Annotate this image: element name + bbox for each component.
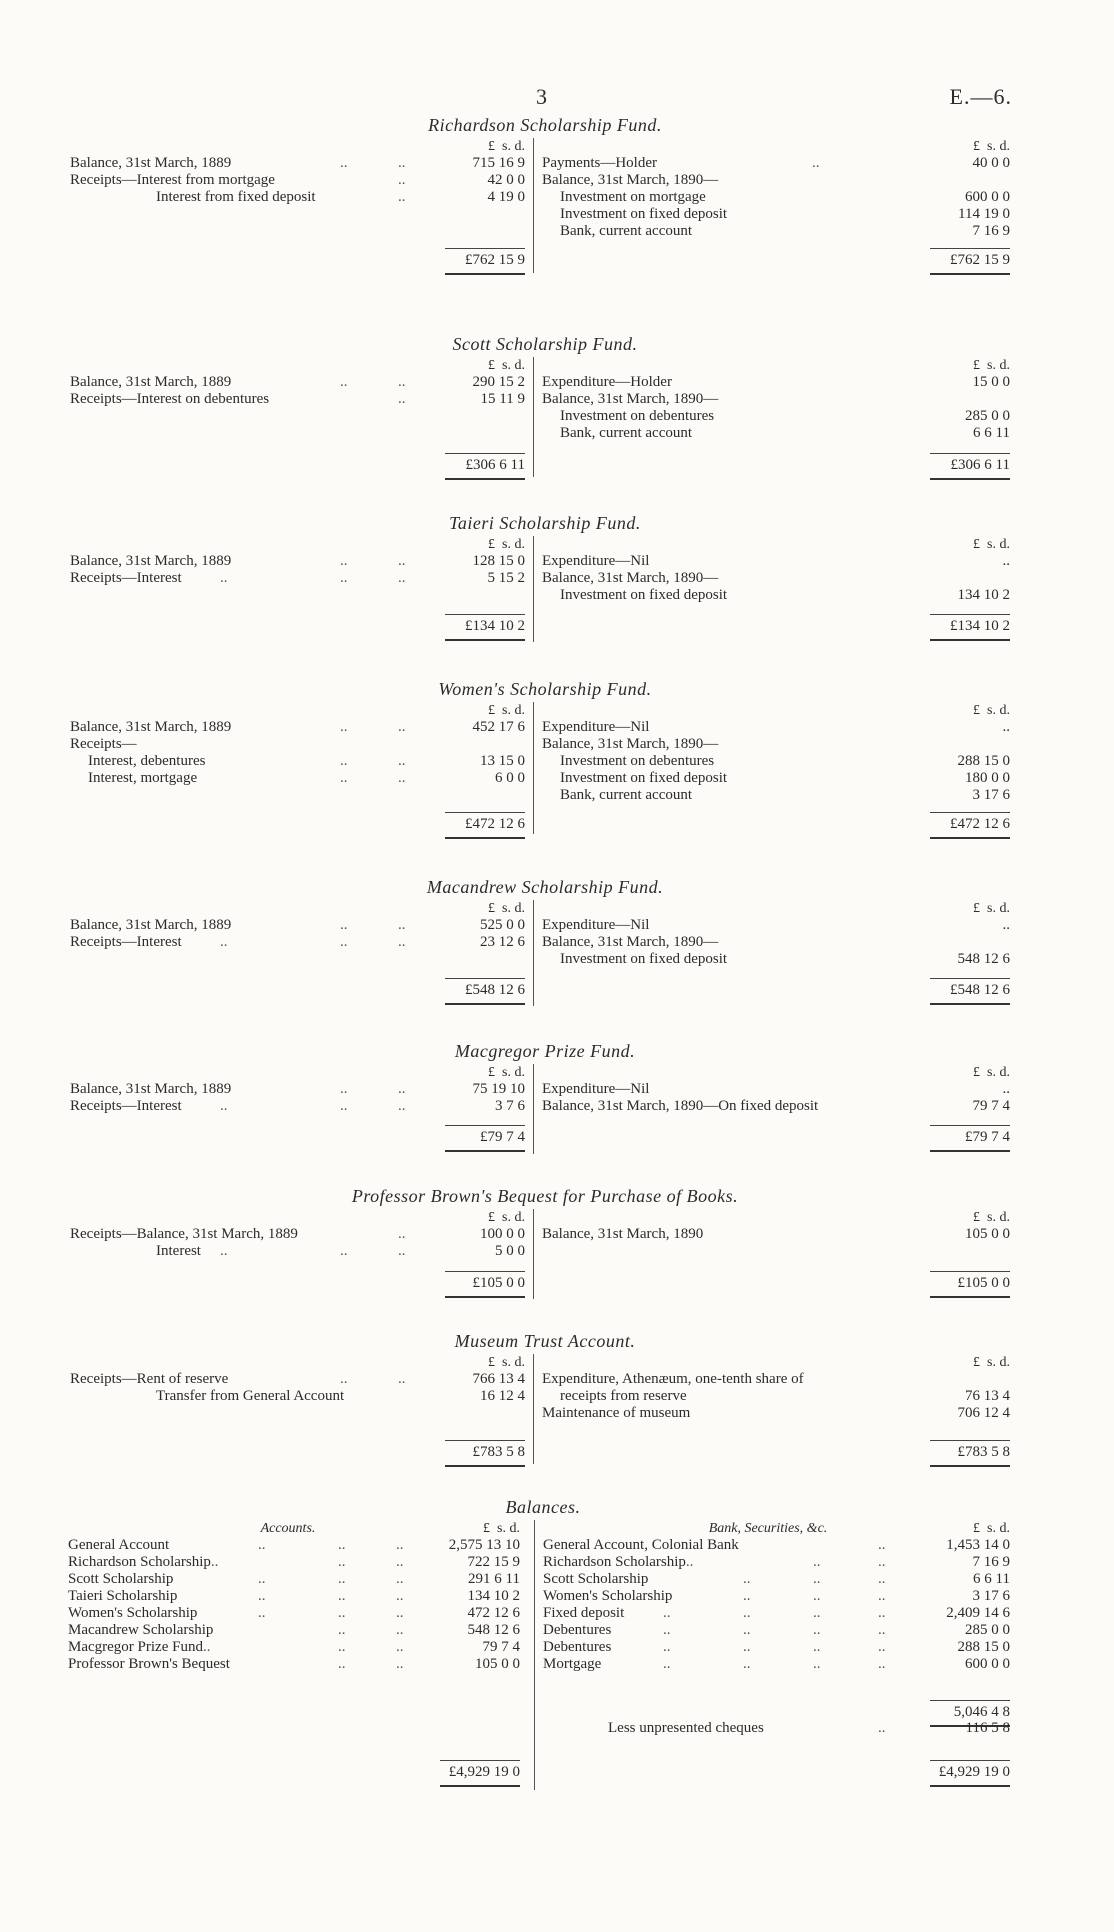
currency-header: £ s. d. bbox=[973, 901, 1010, 916]
currency-header: £ s. d. bbox=[488, 139, 525, 154]
less-cheques-label: Less unpresented cheques bbox=[608, 1720, 764, 1736]
fund-womens bbox=[70, 678, 1020, 845]
payment-row: Bank, current account bbox=[560, 223, 693, 239]
payment-row: Investment on fixed deposit bbox=[560, 770, 728, 786]
receipt-row: Interest .. .. .. bbox=[156, 1243, 406, 1259]
payment-row: Maintenance of museum bbox=[542, 1405, 691, 1421]
receipt-row: Receipts—Balance, 31st March, 1889 .. bbox=[70, 1226, 406, 1242]
payment-row: Investment on fixed deposit bbox=[560, 206, 728, 222]
payment-row: Payments—Holder .. bbox=[542, 155, 820, 171]
amount: 722 15 9 bbox=[467, 1554, 520, 1570]
column-divider bbox=[533, 138, 534, 273]
fund-macgregor bbox=[70, 1040, 1020, 1162]
amount: 100 0 0 bbox=[480, 1226, 525, 1242]
account-row: Macgregor Prize Fund.. .. .. bbox=[68, 1639, 404, 1655]
fund-museum-trust bbox=[70, 1330, 1020, 1472]
amount: 285 0 0 bbox=[965, 408, 1010, 424]
currency-header: £ s. d. bbox=[488, 358, 525, 373]
total-left: £306 6 11 bbox=[445, 453, 525, 474]
fund-richardson bbox=[70, 114, 1020, 276]
amount: 525 0 0 bbox=[480, 917, 525, 933]
fund-title: Taieri Scholarship Fund. bbox=[449, 513, 641, 533]
receipt-row: Balance, 31st March, 1889 .. .. bbox=[70, 917, 406, 933]
amount: 79 7 4 bbox=[482, 1639, 520, 1655]
amount: 766 13 4 bbox=[472, 1371, 525, 1387]
amount bbox=[930, 934, 1010, 951]
payment-row: Expenditure—Nil bbox=[542, 553, 650, 569]
account-row: Taieri Scholarship .. .. .. bbox=[68, 1588, 404, 1604]
column-divider bbox=[533, 536, 534, 642]
amount: 15 11 9 bbox=[480, 391, 525, 407]
receipt-row: Receipts—Interest .. .. .. bbox=[70, 934, 406, 950]
less-cheques-amount: 116 5 8 bbox=[965, 1720, 1010, 1736]
amount: 3 17 6 bbox=[972, 787, 1010, 803]
amount: 16 12 4 bbox=[480, 1388, 525, 1404]
total-left: £134 10 2 bbox=[445, 614, 525, 635]
less-cheques-dots: .. bbox=[878, 1720, 886, 1736]
fund-title: Professor Brown's Bequest for Purchase of Books. bbox=[351, 1186, 739, 1206]
amount: 2,409 14 6 bbox=[946, 1605, 1010, 1621]
fund-macandrew bbox=[70, 876, 1020, 1018]
amount: 114 19 0 bbox=[958, 206, 1010, 222]
currency-header: £ s. d. bbox=[973, 1355, 1010, 1370]
payment-row: Investment on fixed deposit bbox=[560, 951, 728, 967]
balances-subtotal: 5,046 4 8 bbox=[930, 1700, 1010, 1721]
amount bbox=[445, 736, 525, 753]
amount: 75 19 10 bbox=[472, 1081, 525, 1097]
column-divider bbox=[533, 1354, 534, 1464]
amount: 452 17 6 bbox=[472, 719, 525, 735]
total-left: £548 12 6 bbox=[445, 978, 525, 999]
amount: 105 0 0 bbox=[475, 1656, 520, 1672]
total-left: £762 15 9 bbox=[445, 248, 525, 269]
total-right: £105 0 0 bbox=[930, 1271, 1010, 1292]
amount: 706 12 4 bbox=[957, 1405, 1010, 1421]
payment-row: Expenditure—Holder bbox=[542, 374, 672, 390]
payment-row: Balance, 31st March, 1890— bbox=[542, 391, 719, 407]
total-right: £472 12 6 bbox=[930, 812, 1010, 833]
balances-title: Balances. bbox=[505, 1497, 581, 1517]
total-left: £783 5 8 bbox=[445, 1440, 525, 1461]
receipt-row: Interest from fixed deposit .. bbox=[156, 189, 406, 205]
account-row: Professor Brown's Bequest .. .. bbox=[68, 1656, 404, 1672]
total-right: £306 6 11 bbox=[930, 453, 1010, 474]
column-divider bbox=[533, 1064, 534, 1154]
amount: 6 6 11 bbox=[973, 1571, 1010, 1587]
amount: 285 0 0 bbox=[965, 1622, 1010, 1638]
amount: 715 16 9 bbox=[472, 155, 525, 171]
amount: 5 0 0 bbox=[495, 1243, 525, 1259]
fund-title: Richardson Scholarship Fund. bbox=[428, 115, 662, 135]
currency-header: £ s. d. bbox=[973, 1210, 1010, 1225]
amount: .. bbox=[1002, 719, 1010, 735]
amount: 6 6 11 bbox=[973, 425, 1010, 441]
amount: .. bbox=[1002, 553, 1010, 569]
amount: 4 19 0 bbox=[487, 189, 525, 205]
currency-header: £ s. d. bbox=[973, 358, 1010, 373]
total-right: £783 5 8 bbox=[930, 1440, 1010, 1461]
receipt-row: Receipts—Interest .. .. .. bbox=[70, 570, 406, 586]
payment-row: Balance, 31st March, 1890—On fixed deposit bbox=[542, 1098, 819, 1114]
amount: .. bbox=[1002, 917, 1010, 933]
payment-row: Investment on mortgage bbox=[560, 189, 706, 205]
balances-total-left: £4,929 19 0 bbox=[440, 1760, 520, 1781]
payment-row: Balance, 31st March, 1890— bbox=[542, 736, 719, 752]
total-right: £762 15 9 bbox=[930, 248, 1010, 269]
amount: 3 17 6 bbox=[972, 1588, 1010, 1604]
amount: 13 15 0 bbox=[480, 753, 525, 769]
amount: 290 15 2 bbox=[472, 374, 525, 390]
receipt-row: Balance, 31st March, 1889 .. .. bbox=[70, 553, 406, 569]
amount: 79 7 4 bbox=[972, 1098, 1010, 1114]
security-row: Fixed deposit .. .. .. .. bbox=[543, 1605, 886, 1621]
receipt-row: Transfer from General Account bbox=[156, 1388, 345, 1404]
currency-header: £ s. d. bbox=[488, 901, 525, 916]
currency-header: £ s. d. bbox=[488, 1355, 525, 1370]
currency-header: £ s. d. bbox=[973, 1065, 1010, 1080]
amount: 180 0 0 bbox=[965, 770, 1010, 786]
currency-header: £ s. d. bbox=[488, 537, 525, 552]
amount: 2,575 13 10 bbox=[448, 1537, 520, 1553]
payment-row: Expenditure—Nil bbox=[542, 1081, 650, 1097]
amount: 42 0 0 bbox=[487, 172, 525, 188]
amount bbox=[930, 1371, 1010, 1388]
security-row: Debentures .. .. .. .. bbox=[543, 1622, 886, 1638]
currency-header: £ s. d. bbox=[488, 1065, 525, 1080]
accounts-heading: Accounts. bbox=[260, 1521, 316, 1536]
account-row: Richardson Scholarship.. .. .. bbox=[68, 1554, 404, 1570]
receipt-row: Receipts—Interest from mortgage .. bbox=[70, 172, 406, 188]
amount: 5 15 2 bbox=[487, 570, 525, 586]
fund-title: Women's Scholarship Fund. bbox=[438, 679, 652, 699]
amount: 23 12 6 bbox=[480, 934, 525, 950]
amount: 134 10 2 bbox=[957, 587, 1010, 603]
column-divider bbox=[534, 1520, 535, 1790]
amount bbox=[930, 391, 1010, 408]
total-right: £79 7 4 bbox=[930, 1125, 1010, 1146]
amount: 7 16 9 bbox=[972, 223, 1010, 239]
account-row: Macandrew Scholarship .. .. bbox=[68, 1622, 404, 1638]
security-row: Women's Scholarship .. .. .. bbox=[543, 1588, 886, 1604]
receipt-row: Receipts—Interest .. .. .. bbox=[70, 1098, 406, 1114]
fund-scott bbox=[70, 333, 1020, 485]
security-row: General Account, Colonial Bank .. bbox=[543, 1537, 886, 1553]
fund-professor-brown bbox=[70, 1185, 1020, 1307]
fund-title: Museum Trust Account. bbox=[454, 1331, 636, 1351]
payment-row: Balance, 31st March, 1890— bbox=[542, 934, 719, 950]
receipt-row: Balance, 31st March, 1889 .. .. bbox=[70, 1081, 406, 1097]
fund-title: Scott Scholarship Fund. bbox=[452, 334, 638, 354]
security-row: Scott Scholarship .. .. .. bbox=[543, 1571, 886, 1587]
payment-row: Bank, current account bbox=[560, 425, 693, 441]
balances-section bbox=[68, 1496, 1018, 1818]
total-right: £134 10 2 bbox=[930, 614, 1010, 635]
payment-row: Investment on fixed deposit bbox=[560, 587, 728, 603]
amount: 76 13 4 bbox=[965, 1388, 1010, 1404]
currency-header: £ s. d. bbox=[973, 139, 1010, 154]
receipt-row: Balance, 31st March, 1889 .. .. bbox=[70, 719, 406, 735]
amount: 134 10 2 bbox=[467, 1588, 520, 1604]
currency-header: £ s. d. bbox=[973, 703, 1010, 718]
column-divider bbox=[533, 1209, 534, 1299]
payment-row: Expenditure—Nil bbox=[542, 719, 650, 735]
amount bbox=[930, 172, 1010, 189]
payment-row: Expenditure, Athenæum, one-tenth share of bbox=[542, 1371, 804, 1387]
currency-header: £ s. d. bbox=[483, 1521, 520, 1536]
security-row: Debentures .. .. .. .. bbox=[543, 1639, 886, 1655]
total-left: £105 0 0 bbox=[445, 1271, 525, 1292]
amount: 40 0 0 bbox=[972, 155, 1010, 171]
fund-taieri bbox=[70, 512, 1020, 654]
amount: 7 16 9 bbox=[972, 1554, 1010, 1570]
currency-header: £ s. d. bbox=[488, 1210, 525, 1225]
securities-heading: Bank, Securities, &c. bbox=[708, 1521, 828, 1536]
currency-header: £ s. d. bbox=[973, 537, 1010, 552]
amount: 105 0 0 bbox=[965, 1226, 1010, 1242]
receipt-row: Interest, mortgage .. .. bbox=[88, 770, 406, 786]
receipt-row: Receipts— bbox=[70, 736, 137, 752]
total-left: £79 7 4 bbox=[445, 1125, 525, 1146]
column-divider bbox=[533, 900, 534, 1006]
receipt-row: Receipts—Interest on debentures .. bbox=[70, 391, 406, 407]
payment-row: Investment on debentures bbox=[560, 408, 715, 424]
receipt-row: Receipts—Rent of reserve .. .. bbox=[70, 1371, 406, 1387]
amount: 288 15 0 bbox=[957, 1639, 1010, 1655]
security-row: Mortgage .. .. .. .. bbox=[543, 1656, 886, 1672]
currency-header: £ s. d. bbox=[973, 1521, 1010, 1536]
amount: 15 0 0 bbox=[972, 374, 1010, 390]
account-row: Women's Scholarship .. .. .. bbox=[68, 1605, 404, 1621]
payment-row: Expenditure—Nil bbox=[542, 917, 650, 933]
page-reference: E.—6. bbox=[949, 84, 1012, 109]
receipt-row: Balance, 31st March, 1889 .. .. bbox=[70, 374, 406, 390]
amount: 600 0 0 bbox=[965, 189, 1010, 205]
fund-title: Macgregor Prize Fund. bbox=[454, 1041, 636, 1061]
amount: 548 12 6 bbox=[467, 1622, 520, 1638]
account-row: Scott Scholarship .. .. .. bbox=[68, 1571, 404, 1587]
amount bbox=[930, 570, 1010, 587]
amount bbox=[930, 736, 1010, 753]
total-left: £472 12 6 bbox=[445, 812, 525, 833]
receipt-row: Balance, 31st March, 1889 .. .. bbox=[70, 155, 406, 171]
currency-header: £ s. d. bbox=[488, 703, 525, 718]
page-number: 3 bbox=[536, 84, 547, 109]
payment-row: receipts from reserve bbox=[560, 1388, 687, 1404]
amount: 1,453 14 0 bbox=[946, 1537, 1010, 1553]
column-divider bbox=[533, 702, 534, 834]
amount: 548 12 6 bbox=[957, 951, 1010, 967]
amount: 128 15 0 bbox=[472, 553, 525, 569]
payment-row: Balance, 31st March, 1890 bbox=[542, 1226, 704, 1242]
total-right: £548 12 6 bbox=[930, 978, 1010, 999]
amount: 288 15 0 bbox=[957, 753, 1010, 769]
security-row: Richardson Scholarship.. .. .. bbox=[543, 1554, 886, 1570]
fund-title: Macandrew Scholarship Fund. bbox=[426, 877, 664, 897]
payment-row: Balance, 31st March, 1890— bbox=[542, 172, 719, 188]
payment-row: Bank, current account bbox=[560, 787, 693, 803]
amount: 472 12 6 bbox=[467, 1605, 520, 1621]
amount: 6 0 0 bbox=[495, 770, 525, 786]
balances-total-right: £4,929 19 0 bbox=[930, 1760, 1010, 1781]
receipt-row: Interest, debentures .. .. bbox=[88, 753, 406, 769]
payment-row: Investment on debentures bbox=[560, 753, 715, 769]
amount: 291 6 11 bbox=[468, 1571, 520, 1587]
column-divider bbox=[533, 357, 534, 477]
amount: 3 7 6 bbox=[495, 1098, 525, 1114]
payment-row: Balance, 31st March, 1890— bbox=[542, 570, 719, 586]
amount: .. bbox=[1002, 1081, 1010, 1097]
account-row: General Account .. .. .. bbox=[68, 1537, 404, 1553]
amount: 600 0 0 bbox=[965, 1656, 1010, 1672]
